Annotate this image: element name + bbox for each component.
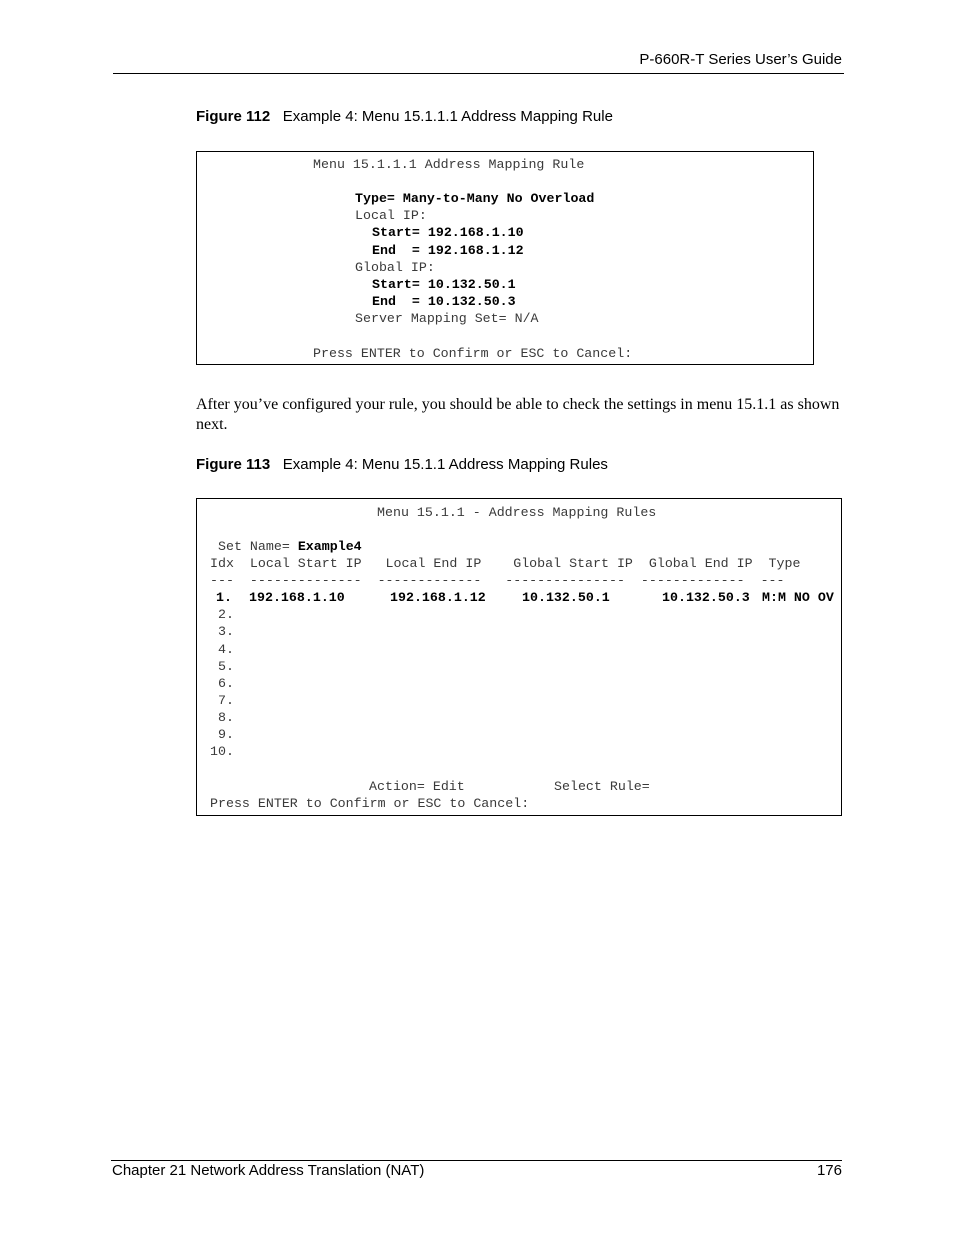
select-rule-field: Select Rule= (554, 779, 650, 794)
action-field: Action= Edit (369, 779, 465, 794)
table-divider-row: --- -------------- ------------- --------------- ------------- --- (210, 573, 785, 588)
local-ip-label: Local IP: (355, 208, 427, 223)
global-end-field: End = 10.132.50.3 (372, 294, 516, 309)
table-row: 8. (218, 710, 234, 725)
figure-113-caption (196, 456, 608, 473)
row-type: M:M NO OV (762, 590, 834, 605)
local-end-field: End = 192.168.1.12 (372, 243, 524, 258)
row-global-end: 10.132.50.3 (662, 590, 750, 605)
footer-chapter-title: Chapter 21 Network Address Translation (NAT) (112, 1162, 425, 1179)
set-name-field (218, 538, 362, 555)
figure-113-title: Example 4: Menu 15.1.1 Address Mapping Rules (282, 456, 608, 473)
footer-divider (111, 1160, 842, 1161)
row-idx: 1. (216, 590, 232, 605)
confirm-prompt: Press ENTER to Confirm or ESC to Cancel: (313, 346, 633, 361)
figure-112-caption (196, 108, 613, 125)
table-row: 2. (218, 607, 234, 622)
table-row: 3. (218, 624, 234, 639)
set-name-label: Set Name= (218, 539, 290, 554)
table-row: 10. (210, 744, 234, 759)
page-number: 176 (816, 1162, 842, 1179)
table-row: 9. (218, 727, 234, 742)
menu-title: Menu 15.1.1.1 Address Mapping Rule (313, 157, 585, 172)
type-field: Type= Many-to-Many No Overload (355, 191, 595, 206)
row-global-start: 10.132.50.1 (522, 590, 610, 605)
figure-112-title: Example 4: Menu 15.1.1.1 Address Mapping Rule (282, 108, 613, 125)
menu-title: Menu 15.1.1 - Address Mapping Rules (377, 505, 657, 520)
row-local-start: 192.168.1.10 (249, 590, 345, 605)
figure-112-label: Figure 112 (196, 108, 271, 125)
table-row: 7. (218, 693, 234, 708)
table-header-row: Idx Local Start IP Local End IP Global Start IP Global End IP Type (210, 556, 801, 571)
figure-112-terminal-screen (196, 151, 814, 365)
server-mapping-field: Server Mapping Set= N/A (355, 311, 539, 326)
set-name-value: Example4 (297, 539, 362, 554)
running-header-title: P-660R-T Series User’s Guide (639, 51, 842, 68)
header-divider (113, 73, 844, 74)
table-row: 5. (218, 659, 234, 674)
global-start-field: Start= 10.132.50.1 (372, 277, 516, 292)
table-row: 4. (218, 642, 234, 657)
local-start-field: Start= 192.168.1.10 (372, 225, 524, 240)
row-local-end: 192.168.1.12 (390, 590, 486, 605)
confirm-prompt: Press ENTER to Confirm or ESC to Cancel: (210, 796, 530, 811)
figure-113-terminal-screen (196, 498, 842, 816)
body-paragraph: After you’ve configured your rule, you should be able to check the settings in menu 15.1.1 as shown next. (196, 396, 840, 433)
table-row: 6. (218, 676, 234, 691)
figure-113-label: Figure 113 (196, 456, 271, 473)
global-ip-label: Global IP: (355, 260, 435, 275)
